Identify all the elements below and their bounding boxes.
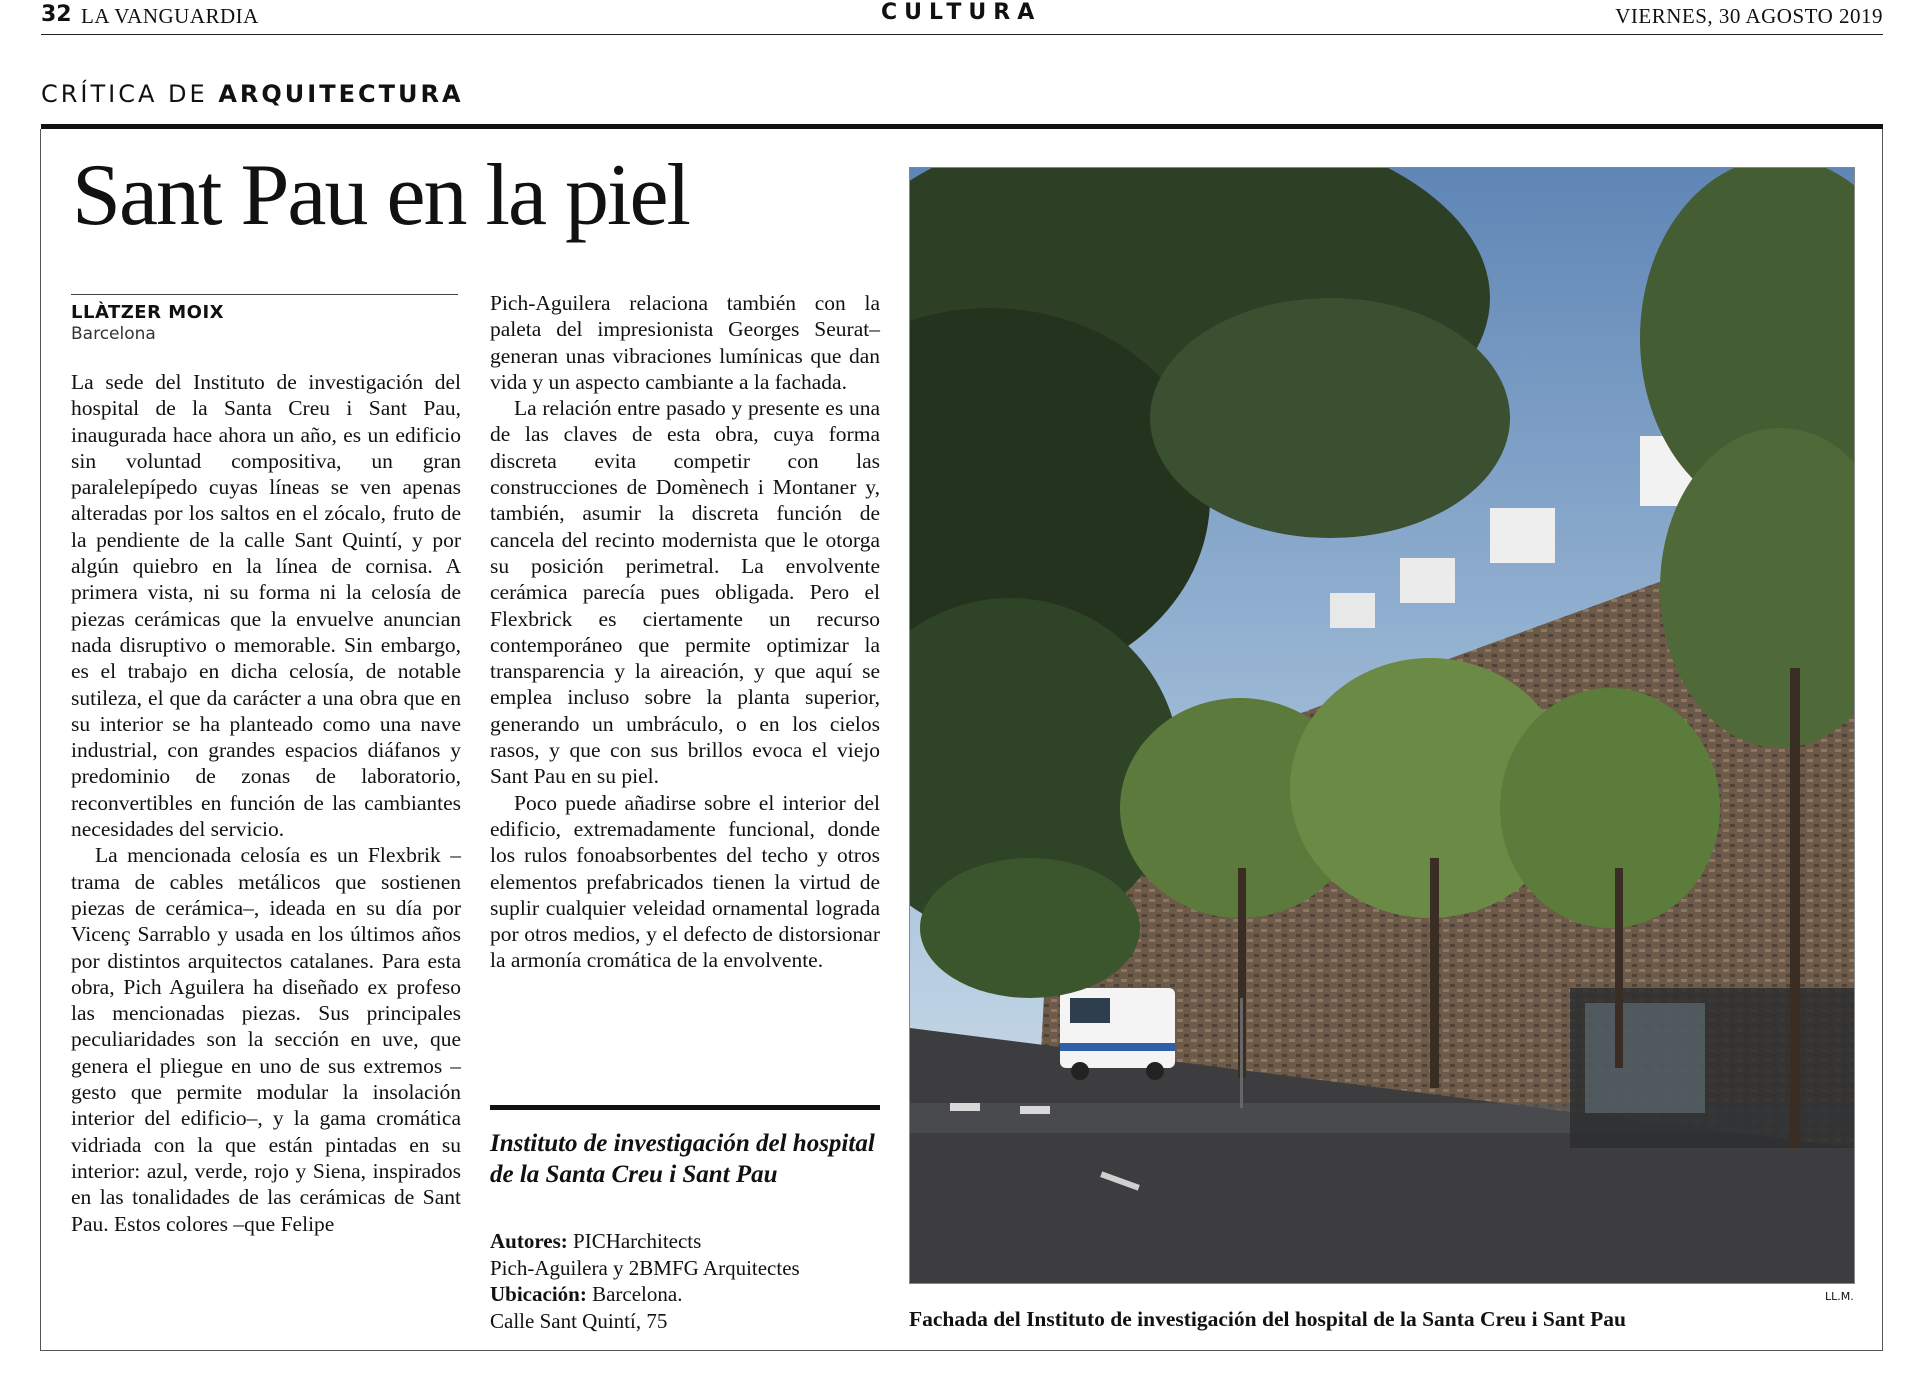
paragraph: La sede del Instituto de investigación del hospital de la Santa Creu i Sant Pau, inaugurada hace ahora un año, es un edificio sin voluntad compositiva, un gran paralelepípedo cuyas líneas se ven apenas alteradas por los saltos en el zócalo, fruto de la pendiente de la calle Sant Quintí, y por algún quiebro en la línea de cornisa. A primera vista, ni su forma ni la celosía de piezas cerámicas que la envuelve anuncian nada disruptivo o memorable. Sin embargo, es el trabajo en dicha celosía, de notable sutileza, el que da carácter a una obra que en su interior se ha planteado como una nave industrial, con grandes espacios diáfanos y predominio de zonas de laboratorio, reconvertibles en función de las cambiantes necesidades del servicio. [71, 370, 461, 842]
headline: Sant Pau en la piel [72, 147, 689, 244]
body-column-1 [71, 369, 461, 1237]
infobox-title: Instituto de investigación del hospital de la Santa Creu i Sant Pau [490, 1130, 875, 1188]
body-column-2 [490, 290, 880, 974]
section-kicker [41, 80, 464, 108]
page-number: 32 [41, 2, 72, 27]
building-photo [909, 167, 1855, 1284]
photo-illustration [910, 168, 1855, 1284]
authors-value: PICHarchitects [573, 1229, 702, 1253]
byline-divider [71, 294, 458, 295]
paragraph: Poco puede añadirse sobre el interior del edificio, extremadamente funcional, donde los rulos fonoabsorbentes del techo y otros elementos prefabricados tienen la virtud de suplir cualquier veleidad ornamental lograda por otros medios, y el defecto de distorsionar la armonía cromática de la envolvente. [490, 790, 880, 973]
infobox-authors-line [490, 1228, 890, 1255]
author-name: LLÀTZER MOIX [71, 302, 225, 323]
issue-date: VIERNES, 30 AGOSTO 2019 [1615, 4, 1883, 28]
authors-value-2: Pich-Aguilera y 2BMFG Arquitectes [490, 1255, 800, 1280]
paragraph: Pich-Aguilera relaciona también con la paleta del impresionista Georges Seurat– generan unas vibraciones lumínicas que dan vida y un aspecto cambiante a la fachada. [490, 291, 880, 394]
newspaper-name: LA VANGUARDIA [81, 4, 259, 28]
photo-caption: Fachada del Instituto de investigación del hospital de la Santa Creu i Sant Pau [909, 1307, 1626, 1331]
infobox-location-line [490, 1281, 890, 1308]
masthead [41, 0, 1883, 35]
section-name: CULTURA [881, 0, 1042, 25]
location-label: Ubicación: [490, 1282, 587, 1306]
byline-place: Barcelona [71, 324, 156, 344]
paragraph: La relación entre pasado y presente es una de las claves de esta obra, cuya forma discreta evita competir con las construcciones de Domènech i Montaner y, también, asumir la discreta función de cancela del recinto modernista que le otorga su posición perimetral. La envolvente cerámica parecía pues obligada. Pero el Flexbrick es ciertamente un recurso contemporáneo que permite optimizar la transparencia y la aireación, y que aquí se emplea incluso sobre la planta superior, generando un umbráculo, o en los cielos rasos, y que con sus brillos evoca el viejo Sant Pau en su piel. [490, 396, 880, 789]
photo-credit: LL.M. [1825, 1290, 1854, 1303]
kicker-prefix: CRÍTICA DE [41, 80, 208, 108]
address: Calle Sant Quintí, 75 [490, 1308, 668, 1333]
kicker-strong: ARQUITECTURA [218, 80, 464, 108]
paragraph: La mencionada celosía es un Flexbrik –trama de cables metálicos que sostienen piezas de cerámica–, ideada en su día por Vicenç Sarrablo y usada en los últimos años por distintos arquitectos catalanes. Para esta obra, Pich Aguilera ha diseñado ex profeso las mencionadas piezas. Sus principales peculiaridades son la sección en uve, que genera el pliegue en uno de sus extremos –gesto que permite modular la insolación interior del edificio–, y la gama cromática vidriada con la que están pintadas en su interior: azul, verde, rojo y Siena, inspirados en las tonalidades de las cerámicas de Sant Pau. Estos colores –que Felipe [71, 843, 461, 1236]
infobox-rule [490, 1105, 880, 1110]
authors-label: Autores: [490, 1229, 568, 1253]
location-value: Barcelona. [592, 1282, 683, 1306]
infobox-details [490, 1228, 890, 1334]
